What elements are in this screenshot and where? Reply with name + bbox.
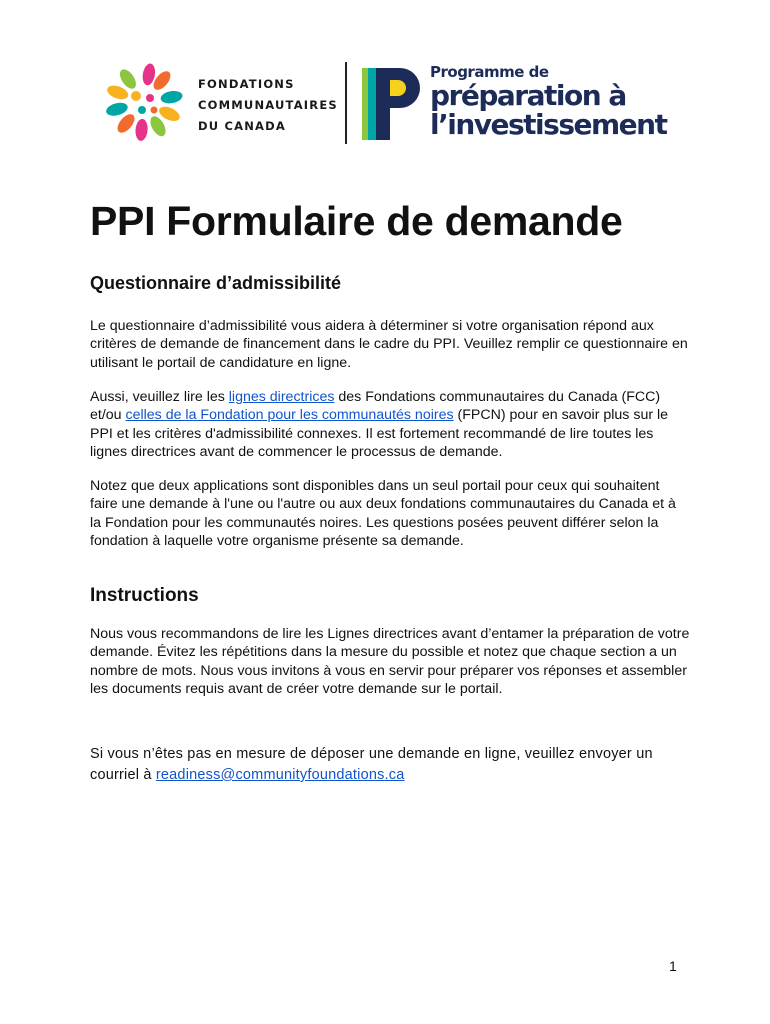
text-segment: Aussi, veuillez lire les [90, 389, 229, 405]
fcc-flower-logo-icon [104, 60, 188, 144]
text-segment: des Fondations communautaires du Canada (FCC) et/ou [90, 389, 661, 424]
ppi-p-logo-icon [360, 64, 422, 140]
paragraph-two-applications: Notez que deux applications sont disponibles dans un seul portail pour ceux qui souhaitent faire une demande à l'une ou l'autre ou aux deux fondations communautaires du Canada et à la Fondation pour les communautés noires. Les questions posées peuvent différer selon la fondation à laquelle votre organisme présente sa demande. [90, 478, 676, 549]
logo-divider [345, 62, 347, 144]
paragraph-eligibility-intro: Le questionnaire d’admissibilité vous aidera à déterminer si votre organisation répond aux critères de demande de financement dans le cadre du PPI. Veuillez remplir ce questionnaire en utilisant le portail de candidature en ligne. [90, 318, 688, 371]
fcc-logo [104, 60, 336, 144]
page-title: PPI Formulaire de demande [90, 198, 623, 244]
ppi-logo [360, 64, 680, 144]
section-heading-eligibility: Questionnaire d’admissibilité [90, 273, 342, 293]
paragraph-guidelines [90, 388, 690, 461]
ppi-logo-text [430, 64, 666, 139]
paragraph-contact [90, 744, 690, 786]
section-heading-instructions: Instructions [90, 585, 199, 606]
page-number: 1 [669, 958, 677, 974]
ppi-logo-line-1: Programme de [430, 63, 549, 81]
fcc-logo-line-1: FONDATIONS [198, 77, 295, 91]
text-segment: Si vous n’êtes pas en mesure de déposer une demande en ligne, veuillez envoyer un courriel à [90, 746, 653, 783]
paragraph-instructions: Nous vous recommandons de lire les Lignes directrices avant d’entamer la préparation de votre demande. Évitez les répétitions dans la mesure du possible et notez que chaque section a un nombre de mots. Nous vous invitons à vous en servir pour préparer vos réponses et assembler les documents requis avant de créer votre demande sur le portail. [90, 626, 690, 697]
text-segment: (FPCN) pour en savoir plus sur le PPI et les critères d'admissibilité connexes. Il est fortement recommandé de lire toutes les lignes directrices avant de commencer le processus de demande. [90, 407, 669, 460]
ppi-logo-line-3: l’investissement [430, 108, 667, 141]
fcc-logo-line-3: DU CANADA [198, 119, 286, 133]
link-fcc-guidelines[interactable]: lignes directrices [228, 389, 335, 405]
fcc-logo-text [198, 74, 338, 137]
fcc-logo-line-2: COMMUNAUTAIRES [198, 98, 338, 112]
ppi-logo-line-2: préparation à [430, 79, 626, 112]
email-link[interactable]: readiness@communityfoundations.ca [155, 767, 405, 783]
link-fpcn-guidelines[interactable]: celles de la Fondation pour les communautés noires [125, 407, 454, 424]
